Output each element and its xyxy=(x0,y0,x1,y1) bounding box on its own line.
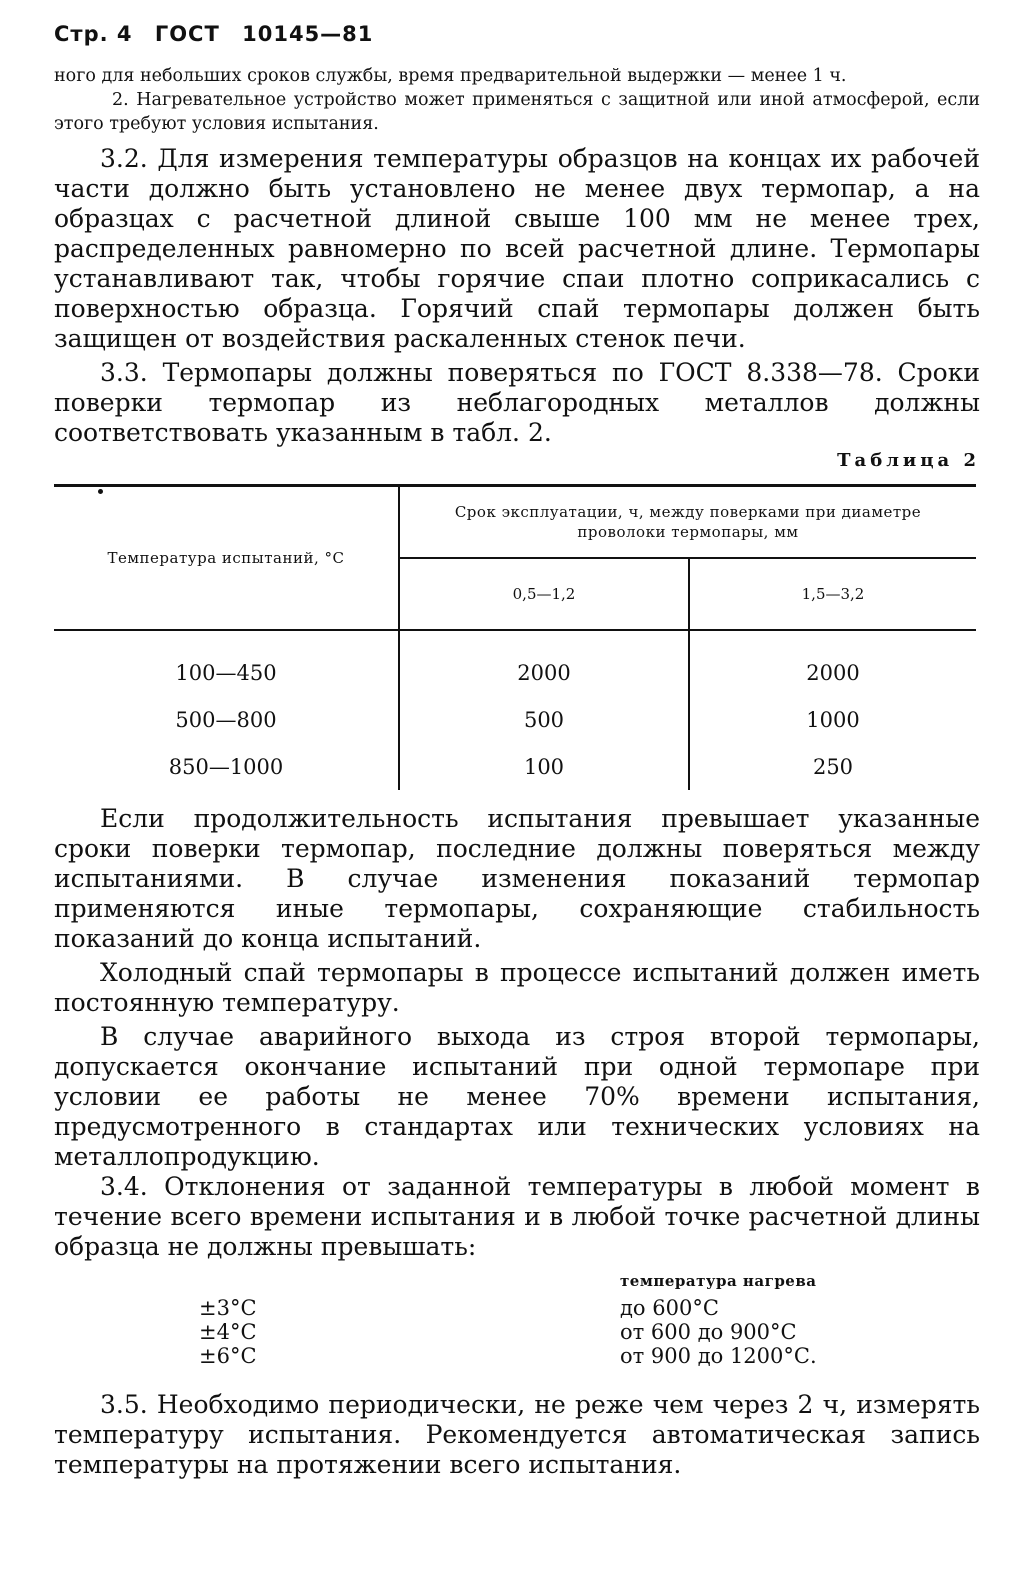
list-item xyxy=(54,1296,980,1320)
section-3-4: 3.4. Отклонения от заданной температуры в любой момент в течение всего времени испытания и в любой точке расчетной длины образца не должны превышать: xyxy=(54,1172,980,1261)
standard-number: 10145—81 xyxy=(242,22,374,46)
cell-value: 500 xyxy=(399,696,689,743)
list-item xyxy=(54,1320,980,1344)
cell-value: 100 xyxy=(399,743,689,790)
section-3-3: 3.3. Термопары должны поверяться по ГОСТ 8.338—78. Сроки поверки термопар из неблагородных металлов должны соответствовать указанным в табл. 2. xyxy=(54,358,980,447)
cell-value: 250 xyxy=(812,754,854,779)
page-header xyxy=(54,22,980,46)
table-row xyxy=(54,696,976,743)
standard-label: ГОСТ xyxy=(154,22,220,46)
list-item xyxy=(54,1344,980,1368)
tolerance-range: до 600°С xyxy=(620,1296,719,1320)
tolerance-list xyxy=(54,1272,980,1380)
tolerance-range: от 600 до 900°С xyxy=(620,1320,797,1344)
paragraph-failure: В случае аварийного выхода из строя второй термопары, допускается окончание испытаний при одной термопаре при условии ее работы не менее 70% времени испытания, предусмотренного в стандартах или технических условиях на металлопродукцию. xyxy=(54,1022,980,1171)
table-row xyxy=(54,743,976,790)
header-service-life: Срок эксплуатации, ч, между поверками при диаметре проволоки термопары, мм xyxy=(399,486,976,559)
cell-value: 2000 xyxy=(399,630,689,696)
table-row xyxy=(54,630,976,696)
paragraph-verification: Если продолжительность испытания превышает указанные сроки поверки термопар, последние должны поверяться между испытаниями. В случае изменения показаний термопар применяются иные термопары, сохраняющие стабильность показаний до конца испытаний. xyxy=(54,804,980,953)
cell-temperature: 100—450 xyxy=(54,630,399,696)
section-3-2: 3.2. Для измерения температуры образцов на концах их рабочей части должно быть установлено не менее двух термопар, а на образцах с расчетной длиной свыше 100 мм не менее трех, распределенных равномерно по всей расчетной длине. Термопары устанавливают так, чтобы горячие спаи плотно соприкасались с поверхностью образца. Горячий спай термопары должен быть защищен от воздействия раскаленных стенок печи. xyxy=(54,144,980,353)
cell-temperature: 500—800 xyxy=(54,696,399,743)
document-page xyxy=(54,22,980,1480)
tolerance-value: ±4°С xyxy=(199,1320,257,1344)
note-2: 2. Нагревательное устройство может применяться с защитной или иной атмосферой, если этого требуют условия испытания. xyxy=(54,90,980,134)
header-diameter-1: 0,5—1,2 xyxy=(399,558,689,630)
header-temperature: Температура испытаний, °С xyxy=(54,486,399,631)
tolerance-range: от 900 до 1200°С. xyxy=(620,1344,817,1368)
cell-temperature: 850—1000 xyxy=(54,743,399,790)
section-3-5: 3.5. Необходимо периодически, не реже чем через 2 ч, измерять температуру испытания. Рекомендуется автоматическая запись температуры на протяжении всего испытания. xyxy=(54,1390,980,1479)
continued-paragraph: ного для небольших сроков службы, время предварительной выдержки — менее 1 ч. xyxy=(54,66,847,86)
table-2 xyxy=(54,484,976,790)
page-number: Стр. 4 xyxy=(54,22,133,46)
tolerance-value: ±3°С xyxy=(199,1296,257,1320)
scan-speck xyxy=(98,489,103,494)
header-diameter-2: 1,5—3,2 xyxy=(689,558,976,630)
cell-value: 1000 xyxy=(806,707,860,732)
paragraph-cold-junction: Холодный спай термопары в процессе испытаний должен иметь постоянную температуру. xyxy=(54,958,980,1017)
tolerance-value: ±6°С xyxy=(199,1344,257,1368)
tolerance-heading: температура нагрева xyxy=(620,1272,817,1290)
table-caption: Таблица 2 xyxy=(837,450,980,471)
cell-value: 2000 xyxy=(806,660,860,685)
